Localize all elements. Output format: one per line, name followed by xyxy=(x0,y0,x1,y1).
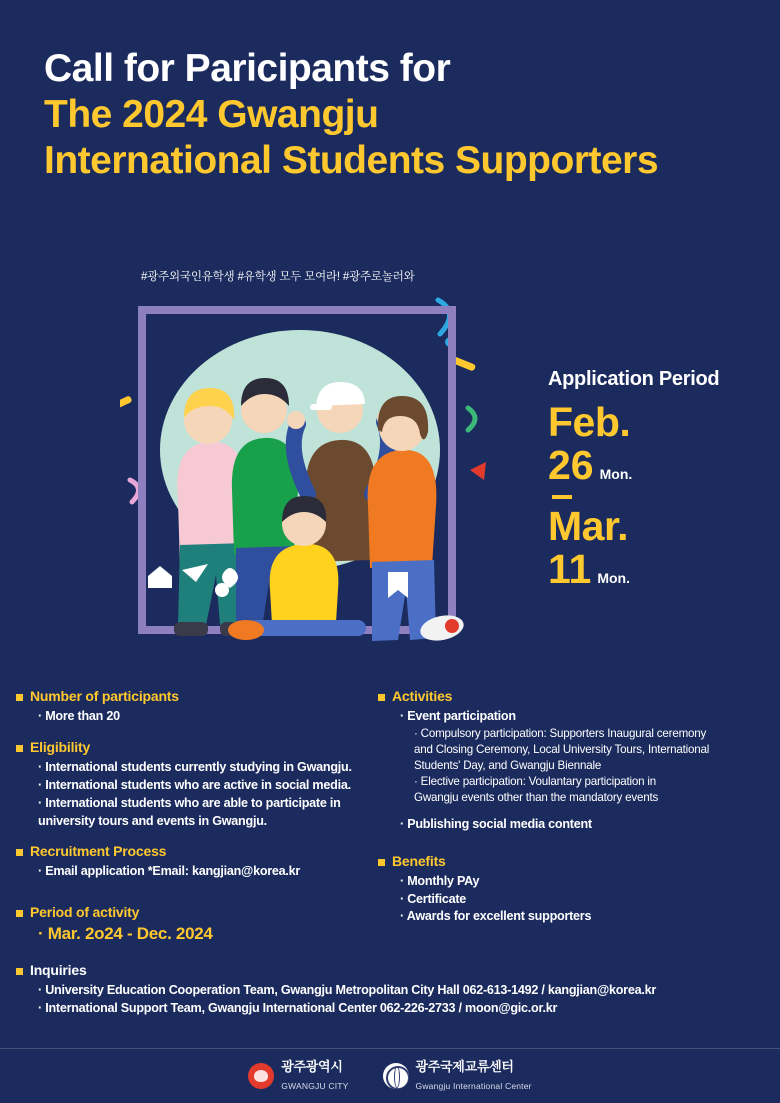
section-number-of-participants xyxy=(16,688,376,726)
bullet-icon xyxy=(16,968,23,975)
bullet-icon xyxy=(16,849,23,856)
gwangju-city-name-en: GWANGJU CITY xyxy=(281,1081,349,1091)
title-line-1: Call for Paricipants for xyxy=(44,47,451,90)
section-title: Inquiries xyxy=(30,962,87,978)
right-info-column xyxy=(378,688,773,939)
activity-sub-line: and Closing Ceremony, Local University Tours, International xyxy=(414,742,710,756)
gwangju-city-logo xyxy=(248,1058,348,1094)
section-title: Eligibility xyxy=(30,738,91,755)
section-recruitment-process xyxy=(16,843,376,881)
section-line: · Email application *Email: kangjian@korea.kr xyxy=(38,864,301,879)
gic-logo xyxy=(383,1058,532,1094)
globe-icon xyxy=(383,1063,409,1089)
footer-divider xyxy=(0,1048,780,1049)
benefit-item: · Certificate xyxy=(400,891,467,906)
students-illustration xyxy=(120,290,500,670)
activity-item-label: · Event participation xyxy=(400,709,516,723)
gwangju-city-name-ko: 광주광역시 xyxy=(281,1059,343,1074)
section-line: · International students who are able to participate in xyxy=(38,795,341,810)
page-title xyxy=(44,46,754,184)
bullet-icon xyxy=(16,910,23,917)
activity-sub-line: Gwangju events other than the mandatory events xyxy=(414,790,659,804)
end-day: 11 xyxy=(548,546,592,593)
activity-item-label: · Publishing social media content xyxy=(400,816,592,831)
start-weekday: Mon. xyxy=(599,466,633,483)
footer-logos xyxy=(0,1058,780,1094)
start-day: 26 xyxy=(548,442,594,489)
section-line: · International students currently studying in Gwangju. xyxy=(38,759,352,774)
benefit-item: · Monthly PAy xyxy=(400,873,480,888)
section-title: Number of participants xyxy=(30,688,179,704)
section-title: Benefits xyxy=(392,852,446,869)
bullet-icon xyxy=(378,859,385,866)
benefit-item: · Awards for excellent supporters xyxy=(400,909,592,924)
section-title: Activities xyxy=(392,688,453,704)
section-line: · More than 20 xyxy=(38,709,120,723)
activity-sub-line: · Compulsory participation: Supporters Inaugural ceremony xyxy=(414,726,707,740)
bullet-icon xyxy=(16,745,23,752)
application-period-label: Application Period xyxy=(548,368,720,390)
inquiry-line: · University Education Cooperation Team, Gwangju Metropolitan City Hall 062-613-1492 / kangjian@korea.kr xyxy=(38,983,656,997)
gic-name-en: Gwangju International Center xyxy=(415,1081,532,1091)
end-day-row xyxy=(548,548,768,591)
bullet-icon xyxy=(16,694,23,701)
start-day-row xyxy=(548,444,768,487)
gwangju-city-mark-icon xyxy=(248,1063,274,1089)
end-weekday: Mon. xyxy=(597,570,630,587)
section-period-of-activity xyxy=(16,904,376,944)
end-month: Mar. xyxy=(548,503,629,550)
title-line-2: The 2024 Gwangju xyxy=(44,93,379,137)
date-range-dash xyxy=(552,495,572,499)
inquiry-line: · International Support Team, Gwangju International Center 062-226-2733 / moon@gic.or.kr xyxy=(38,1000,558,1015)
section-activities xyxy=(378,688,773,834)
application-period-block xyxy=(548,368,768,591)
title-line-3: International Students Supporters xyxy=(44,139,659,183)
activity-sub-line: · Elective participation: Voulantary participation in xyxy=(414,774,657,788)
section-eligibility xyxy=(16,739,376,831)
start-date xyxy=(548,401,768,444)
end-date xyxy=(548,505,768,548)
left-info-column xyxy=(16,688,376,957)
hashtags-text: #광주외국인유학생 #유학생 모두 모여라! #광주로놀러와 xyxy=(141,271,415,283)
start-month: Feb. xyxy=(548,399,631,445)
section-title: Recruitment Process xyxy=(30,843,167,860)
section-line: university tours and events in Gwangju. xyxy=(38,813,267,828)
section-inquiries xyxy=(16,962,756,1018)
section-benefits xyxy=(378,853,773,927)
period-of-activity-value: · Mar. 2o24 - Dec. 2024 xyxy=(38,924,213,944)
gic-name-ko: 광주국제교류센터 xyxy=(415,1059,514,1074)
section-title: Period of activity xyxy=(30,904,140,921)
bullet-icon xyxy=(378,694,385,701)
activity-sub-line: Students' Day, and Gwangju Biennale xyxy=(414,758,602,772)
section-line: · International students who are active in social media. xyxy=(38,777,351,792)
